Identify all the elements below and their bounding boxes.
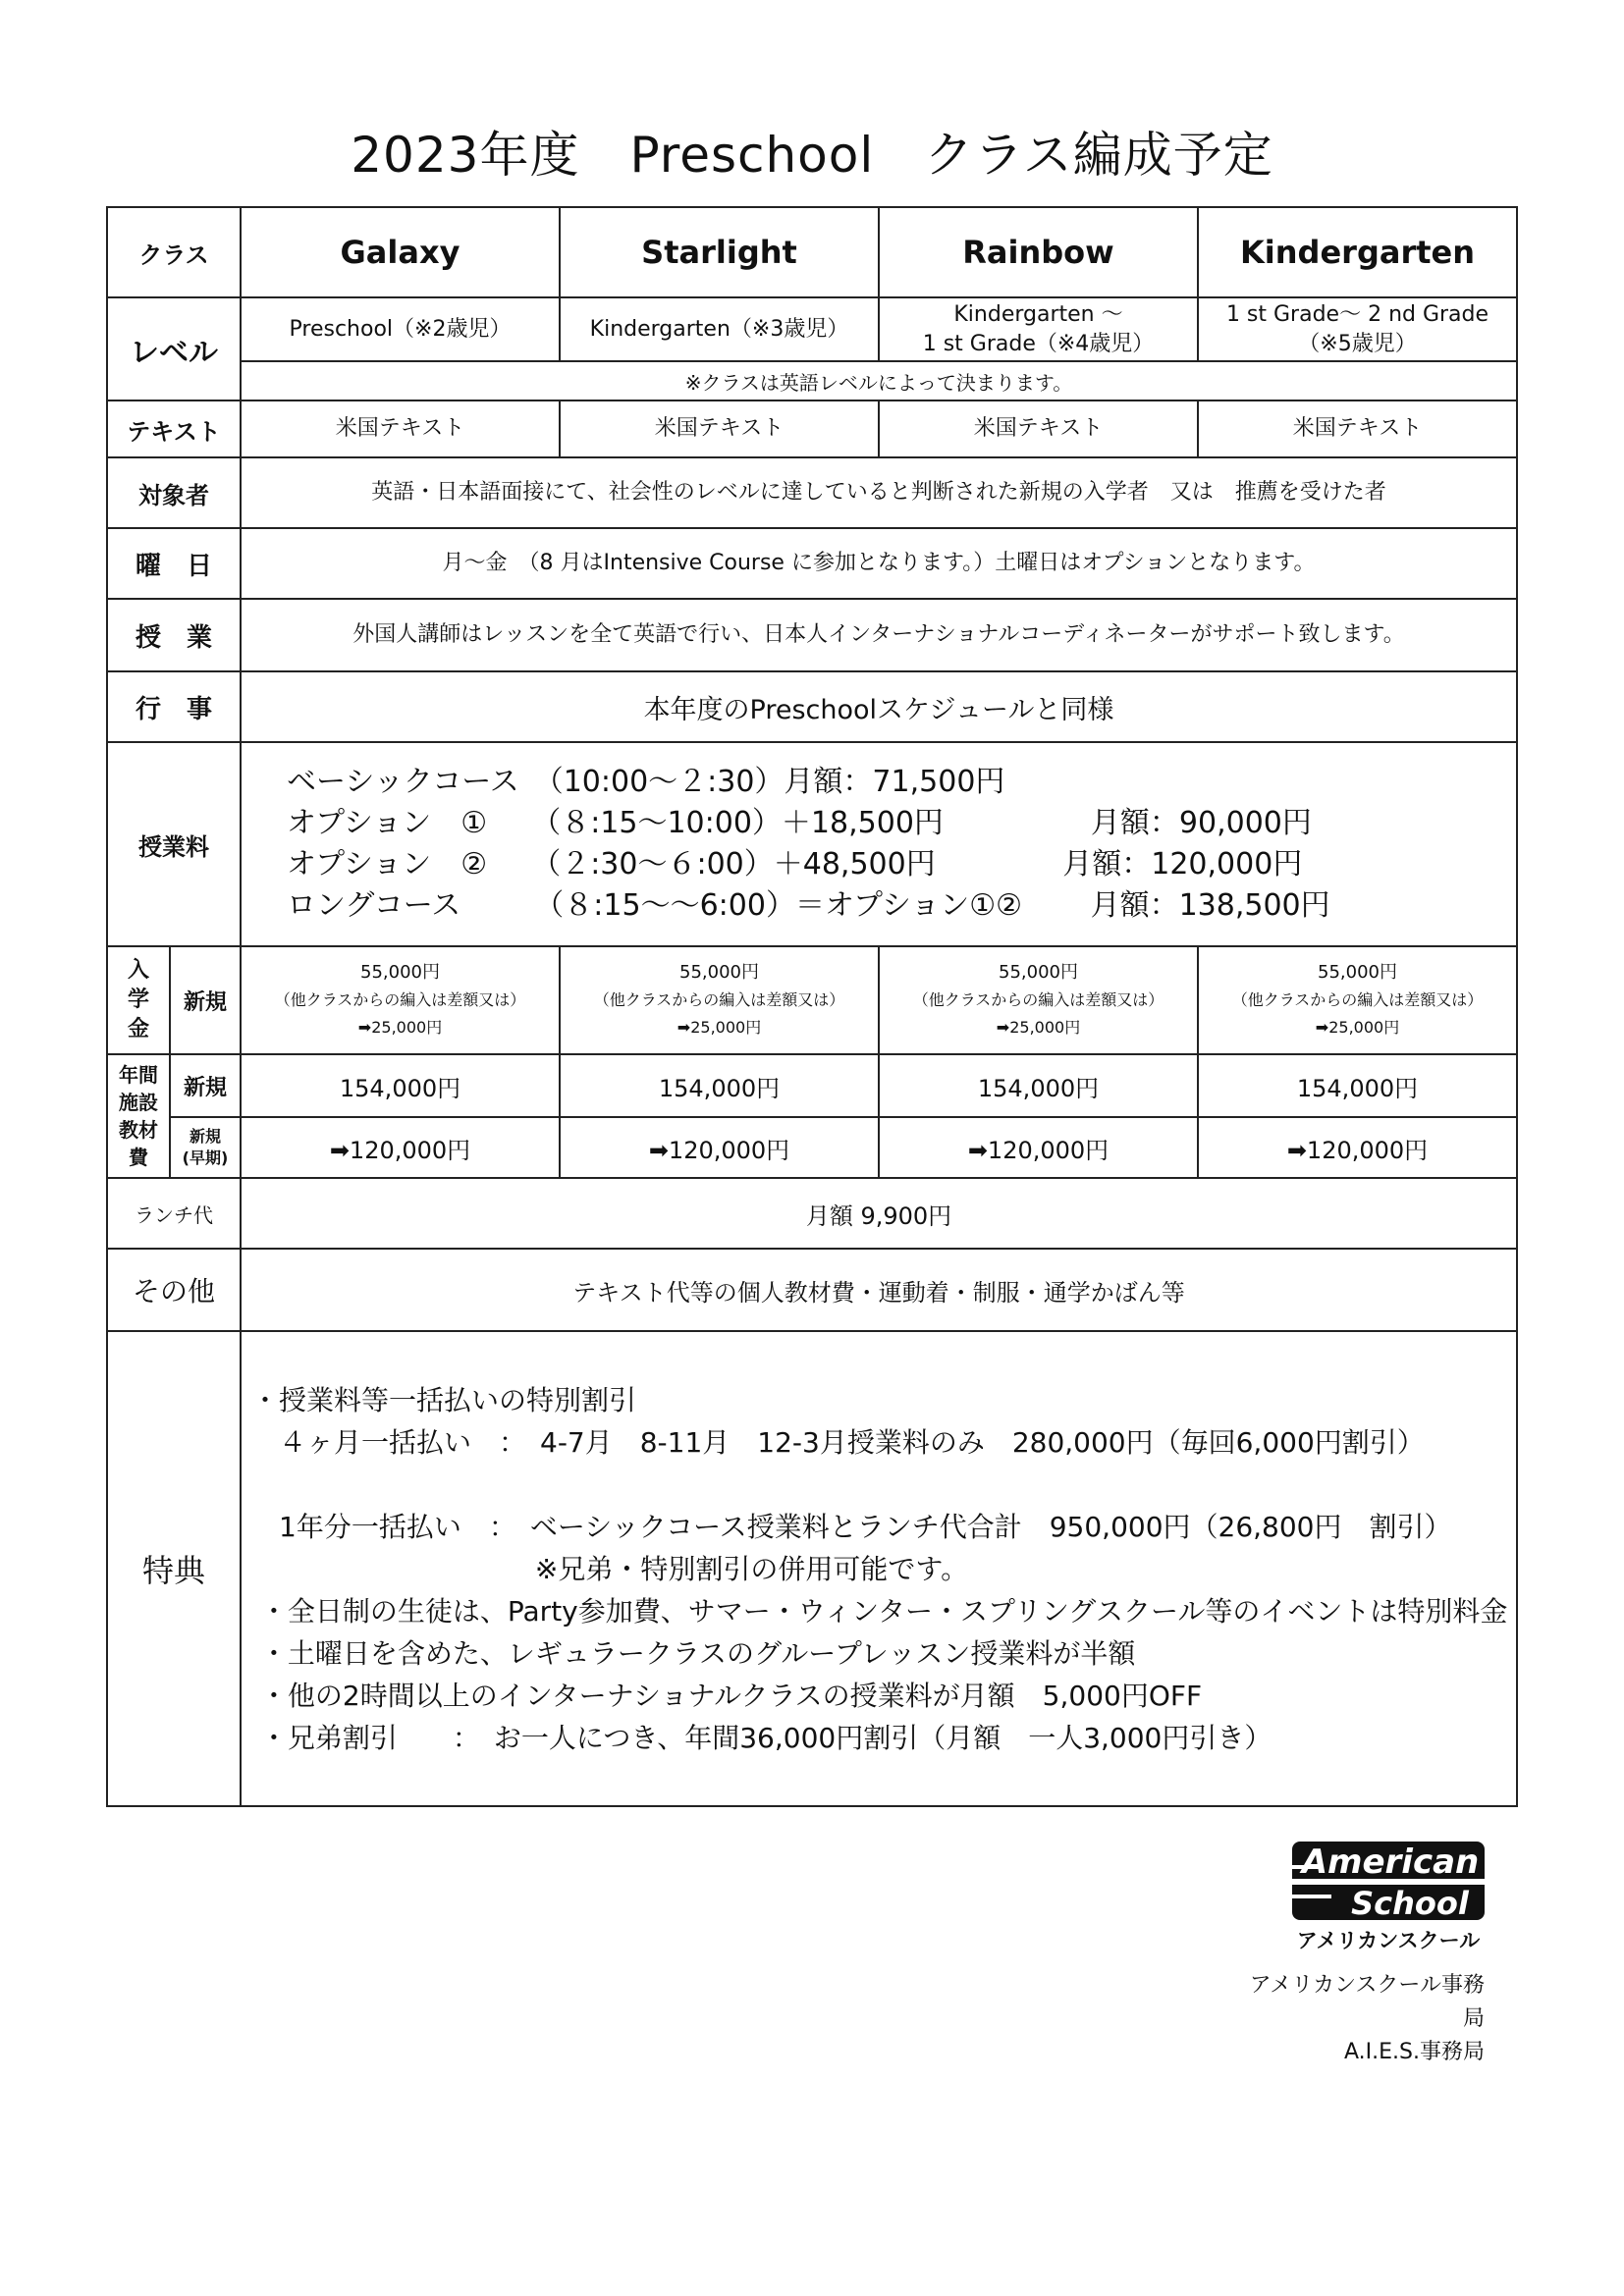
perks-row	[107, 1331, 1517, 1806]
facility-early-galaxy: ➡120,000円	[241, 1117, 560, 1178]
level-rainbow: Kindergarten ～ 1 st Grade（※4歳児）	[879, 297, 1198, 361]
lessons-label: 授 業	[107, 599, 241, 671]
textbook-galaxy: 米国テキスト	[241, 400, 560, 457]
column-galaxy: Galaxy	[241, 207, 560, 297]
facility-new-row	[107, 1054, 1517, 1117]
other-row	[107, 1249, 1517, 1331]
facility-new-label: 新規	[170, 1054, 241, 1117]
lunch-label: ランチ代	[107, 1178, 241, 1249]
logo-line1: American	[1301, 1842, 1480, 1882]
admission-note: （他クラスからの編入は差額又は）	[274, 990, 526, 1009]
textbook-label: テキスト	[107, 400, 241, 457]
lunch-row	[107, 1178, 1517, 1249]
logo-graphic	[1292, 1836, 1485, 1957]
facility-new-starlight: 154,000円	[560, 1054, 879, 1117]
textbook-rainbow: 米国テキスト	[879, 400, 1198, 457]
days-row	[107, 528, 1517, 599]
perk-line: ・全日制の生徒は、Party参加費、サマー・ウィンター・スプリングスクール等のイベントは特別料金	[251, 1594, 1508, 1628]
page-title: 2023年度 Preschool クラス編成予定	[351, 127, 1273, 184]
column-rainbow: Rainbow	[879, 207, 1198, 297]
admission-row	[107, 946, 1517, 1054]
textbook-starlight: 米国テキスト	[560, 400, 879, 457]
facility-new-kindergarten: 154,000円	[1198, 1054, 1517, 1117]
admission-note: （他クラスからの編入は差額又は）	[593, 990, 845, 1009]
target-label: 対象者	[107, 457, 241, 528]
facility-label-line: 費	[129, 1146, 148, 1169]
admission-kindergarten	[1198, 946, 1517, 1054]
class-label: クラス	[107, 207, 241, 297]
facility-early-row	[107, 1117, 1517, 1178]
tuition-label: 授業料	[107, 742, 241, 946]
lessons-row	[107, 599, 1517, 671]
facility-label	[107, 1054, 170, 1178]
admission-transfer: ➡25,000円	[357, 1018, 443, 1037]
other-value: テキスト代等の個人教材費・運動着・制服・通学かばん等	[241, 1249, 1517, 1331]
admission-label-char: 学	[127, 988, 149, 1012]
column-starlight: Starlight	[560, 207, 879, 297]
other-label: その他	[107, 1249, 241, 1331]
lunch-value: 月額 9,900円	[241, 1178, 1517, 1249]
admission-amount: 55,000円	[1318, 962, 1397, 983]
perk-line: ４ヶ月一括払い ： 4-7月 8-11月 12-3月授業料のみ 280,000円（毎回6,000円割引）	[251, 1425, 1425, 1459]
tuition-line: オプション ② （２:30～６:00）＋48,500円 月額：120,000円	[287, 847, 1303, 881]
admission-label-char: 入	[127, 958, 149, 983]
tuition-line: オプション ① （８:15～10:00）＋18,500円 月額：90,000円	[287, 806, 1312, 840]
facility-early-kindergarten: ➡120,000円	[1198, 1117, 1517, 1178]
logo-line2: School	[1351, 1885, 1469, 1922]
perk-line	[251, 1464, 1516, 1506]
admission-label-char: 金	[127, 1017, 149, 1041]
admission-galaxy	[241, 946, 560, 1054]
office-line-1: アメリカンスクール事務局	[1249, 1973, 1485, 2031]
textbook-row	[107, 400, 1517, 457]
facility-early-label-line: (早期)	[182, 1148, 229, 1167]
facility-label-line: 年間	[119, 1063, 158, 1087]
level-note: ※クラスは英語レベルによって決まります。	[241, 361, 1517, 400]
admission-rainbow	[879, 946, 1198, 1054]
admission-transfer: ➡25,000円	[996, 1018, 1081, 1037]
facility-label-line: 施設	[119, 1091, 158, 1114]
days-value: 月～金 （8 月はIntensive Course に参加となります。）土曜日はオプションとなります。	[241, 528, 1517, 599]
perk-line: ・授業料等一括払いの特別割引	[251, 1383, 637, 1416]
office-names	[1229, 1969, 1485, 2069]
admission-transfer: ➡25,000円	[1315, 1018, 1400, 1037]
events-row	[107, 671, 1517, 742]
tuition-lines	[241, 742, 1517, 946]
facility-new-rainbow: 154,000円	[879, 1054, 1198, 1117]
lessons-value: 外国人講師はレッスンを全て英語で行い、日本人インターナショナルコーディネーターがサポート致します。	[241, 599, 1517, 671]
level-note-row	[107, 361, 1517, 400]
admission-note: （他クラスからの編入は差額又は）	[912, 990, 1164, 1009]
perks-label: 特典	[107, 1331, 241, 1806]
perk-line: 1年分一括払い ： ベーシックコース授業料とランチ代合計 950,000円（26,800円 割引）	[251, 1510, 1452, 1543]
american-school-logo	[1292, 1836, 1485, 1957]
level-row	[107, 297, 1517, 361]
admission-transfer: ➡25,000円	[677, 1018, 762, 1037]
admission-amount: 55,000円	[360, 962, 440, 983]
admission-amount: 55,000円	[679, 962, 759, 983]
facility-new-galaxy: 154,000円	[241, 1054, 560, 1117]
tuition-line: ロングコース （８:15～～6:00）＝オプション①② 月額：138,500円	[287, 888, 1330, 923]
textbook-kindergarten: 米国テキスト	[1198, 400, 1517, 457]
facility-early-label	[170, 1117, 241, 1178]
admission-note: （他クラスからの編入は差額又は）	[1231, 990, 1484, 1009]
perk-line: ・他の2時間以上のインターナショナルクラスの授業料が月額 5,000円OFF	[251, 1679, 1203, 1712]
events-label: 行 事	[107, 671, 241, 742]
perk-line: ・土曜日を含めた、レギュラークラスのグループレッスン授業料が半額	[251, 1636, 1136, 1670]
events-value: 本年度のPreschoolスケジュールと同様	[241, 671, 1517, 742]
perk-line: ※兄弟・特別割引の併用可能です。	[251, 1552, 969, 1585]
class-schedule-table	[106, 206, 1518, 1807]
days-label: 曜 日	[107, 528, 241, 599]
level-kindergarten: 1 st Grade～ 2 nd Grade （※5歳児）	[1198, 297, 1517, 361]
admission-amount: 55,000円	[999, 962, 1078, 983]
admission-starlight	[560, 946, 879, 1054]
facility-early-rainbow: ➡120,000円	[879, 1117, 1198, 1178]
target-row	[107, 457, 1517, 528]
header-row	[107, 207, 1517, 297]
admission-label	[107, 946, 170, 1054]
office-line-2: A.I.E.S.事務局	[1344, 2040, 1485, 2064]
tuition-line: ベーシックコース （10:00～２:30）月額：71,500円	[287, 765, 1005, 799]
admission-sub-label: 新規	[170, 946, 241, 1054]
perks-lines	[241, 1331, 1517, 1806]
footer	[1229, 1836, 1485, 2069]
facility-label-line: 教材	[119, 1118, 158, 1142]
level-label: レベル	[107, 297, 241, 400]
logo-kana: アメリカンスクール	[1296, 1929, 1481, 1952]
facility-early-starlight: ➡120,000円	[560, 1117, 879, 1178]
level-starlight: Kindergarten（※3歳児）	[560, 297, 879, 361]
level-galaxy: Preschool（※2歳児）	[241, 297, 560, 361]
target-value: 英語・日本語面接にて、社会性のレベルに達していると判断された新規の入学者 又は 推薦を受けた者	[241, 457, 1517, 528]
facility-early-label-line: 新規	[189, 1127, 221, 1146]
column-kindergarten: Kindergarten	[1198, 207, 1517, 297]
tuition-row	[107, 742, 1517, 946]
perk-line: ・兄弟割引 ： お一人につき、年間36,000円割引（月額 一人3,000円引き）	[251, 1721, 1272, 1754]
